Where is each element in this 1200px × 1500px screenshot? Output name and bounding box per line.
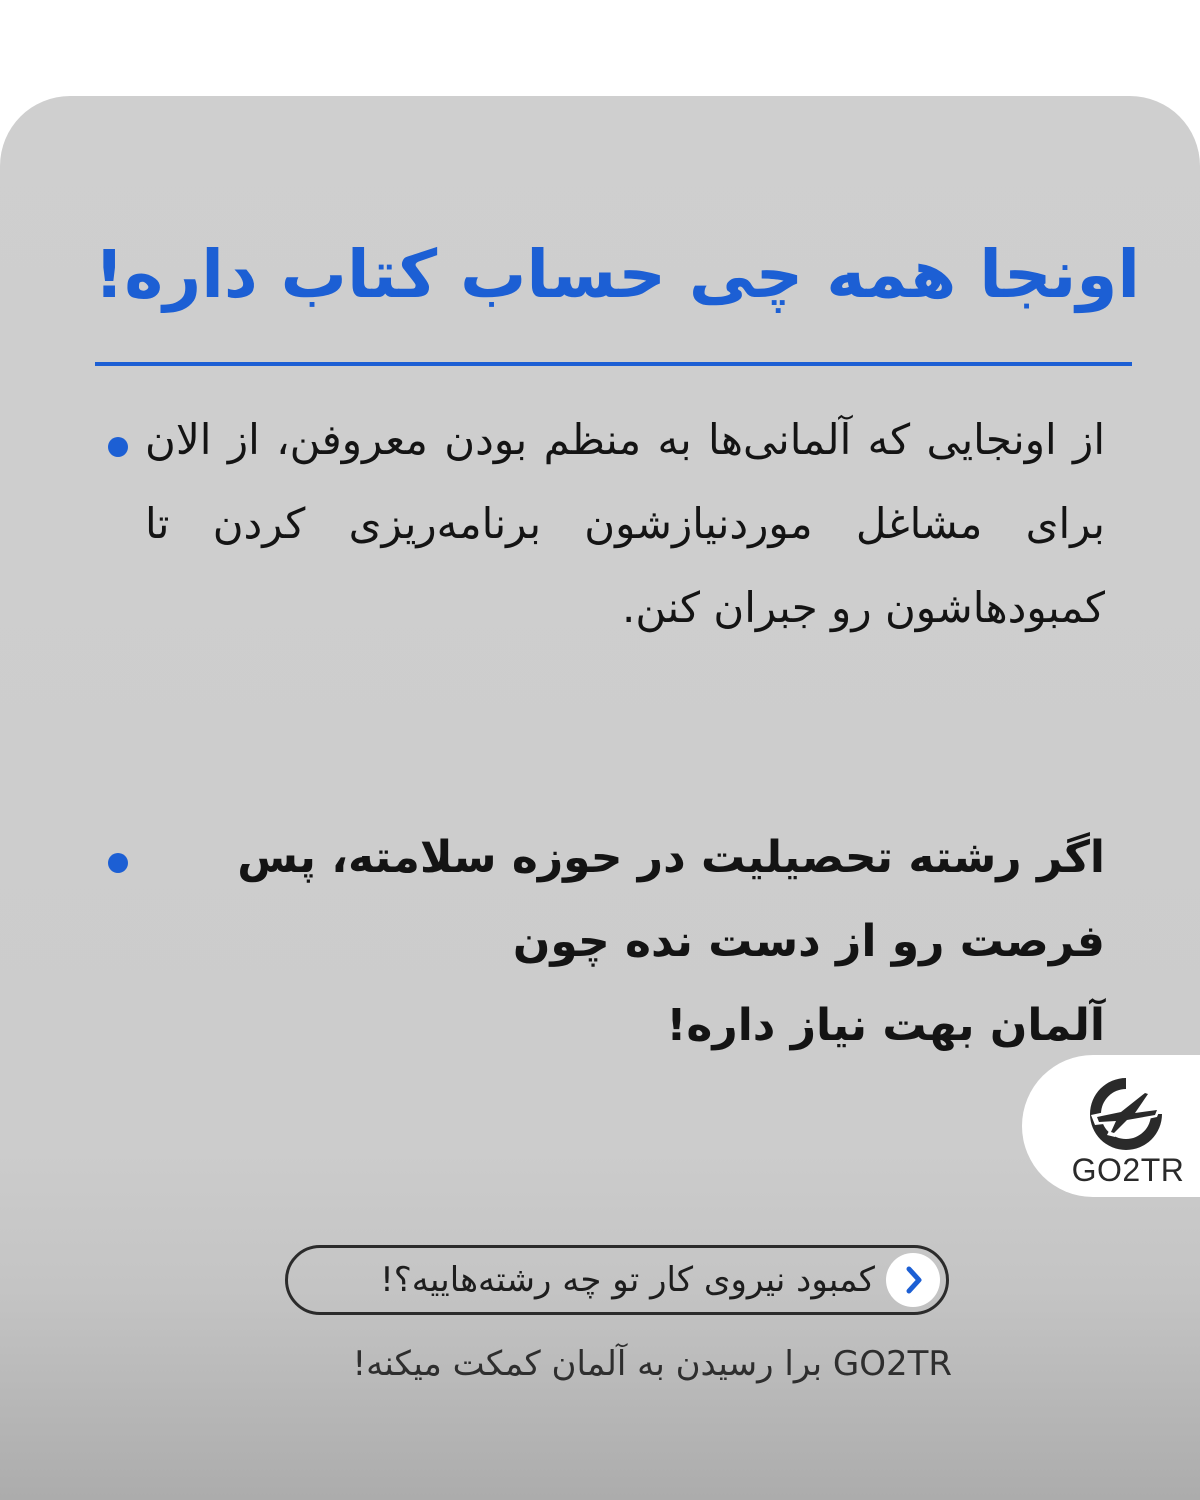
paragraph-2 xyxy=(145,816,1105,1068)
logo-text: GO2TR xyxy=(1071,1152,1185,1188)
paragraph-2-line: آلمان بهت نیاز داره! xyxy=(666,1000,1105,1051)
paragraph-1: از اونجایی که آلمانی‌ها به منظم بودن معروفن، از الان برای مشاغل موردنیازشون برنامه‌ریزی کردن تا کمبودهاشون رو جبران کنن. xyxy=(145,415,1105,632)
page-title: اونجا همه چی حساب کتاب داره! xyxy=(94,236,1140,313)
bullet-dot xyxy=(108,437,128,457)
bullet-dot xyxy=(108,853,128,873)
related-post-label: کمبود نیروی کار تو چه رشته‌هاییه؟! xyxy=(380,1260,875,1300)
title-divider xyxy=(95,362,1132,366)
chevron-right-icon xyxy=(886,1253,940,1307)
plane-swoosh-icon xyxy=(1085,1073,1167,1155)
paragraph-2-line: اگر رشته تحصیلیت در حوزه سلامته، پس xyxy=(237,832,1105,883)
paragraph-2-line: فرصت رو از دست نده چون xyxy=(512,916,1105,967)
chevron-button[interactable] xyxy=(886,1253,940,1307)
footer-tagline: GO2TR برا رسیدن به آلمان کمکت میکنه! xyxy=(352,1344,952,1384)
